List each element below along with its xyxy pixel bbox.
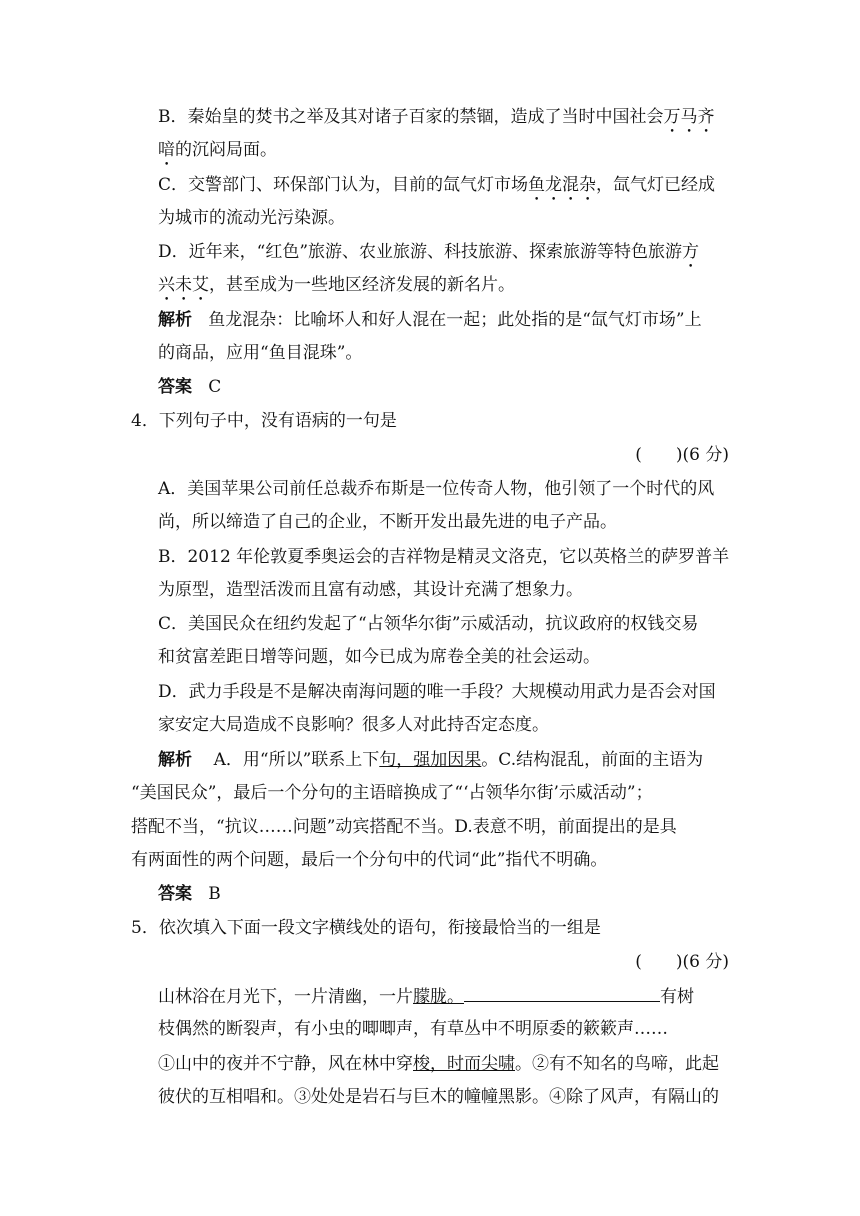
question-5-passage-line-2 — [158, 1018, 668, 1040]
text: D．近年来，“红色”旅游、农业旅游、科技旅游、探索旅游等特色旅游 — [158, 242, 683, 262]
underlined-text: 梭，时而尖啸 — [413, 1054, 515, 1074]
question-4-option-d-2 — [158, 714, 549, 736]
question-4-option-a-1 — [158, 478, 714, 500]
text: 有两面性的两个问题，最后一个分句中的代词“此”指代不明确。 — [131, 850, 608, 870]
question-4-option-a-2 — [158, 511, 617, 533]
question-5-passage-line-1 — [158, 985, 694, 1008]
text: 有树 — [660, 987, 694, 1007]
question-4-option-b-2 — [158, 579, 583, 601]
option-c-line-1 — [158, 174, 715, 205]
explanation-label: 解析 — [158, 310, 192, 330]
text: ，氙气灯已经成 — [596, 175, 716, 195]
explanation-3-line-1 — [158, 309, 702, 331]
question-4-option-c-2 — [158, 646, 600, 668]
text: 的沉闷局面。 — [175, 140, 277, 160]
text: 为原型，造型活泼而且富有动感，其设计充满了想象力。 — [158, 580, 583, 600]
option-b-line-2 — [158, 139, 277, 170]
explanation-3-line-2 — [158, 342, 362, 364]
text: 彼伏的互相唱和。③处处是岩石与巨木的幢幢黑影。④除了风声，有隔山的 — [158, 1087, 719, 1107]
text: 的商品，应用“鱼目混珠”。 — [158, 343, 363, 363]
option-c-line-2 — [158, 207, 345, 229]
option-d-line-1 — [158, 241, 699, 272]
text: 尚，所以缔造了自己的企业，不断开发出最先进的电子产品。 — [158, 512, 617, 532]
answer-value: C — [208, 377, 222, 397]
text: C．交警部门、环保部门认为，目前的氙气灯市场 — [158, 175, 529, 195]
text: 搭配不当，“抗议……问题”动宾搭配不当。D.表意不明，前面提出的是具 — [131, 817, 677, 837]
text: D．武力手段是不是解决南海问题的唯一手段？大规模动用武力是否会对国 — [158, 682, 716, 702]
question-4-option-d-1 — [158, 681, 716, 703]
text: 。C.结构混乱，前面的主语为 — [481, 750, 704, 770]
text: 5．依次填入下面一段文字横线处的语句，衔接最恰当的一组是 — [131, 918, 601, 938]
underlined-text: 朦胧。 — [413, 987, 464, 1007]
text: B．秦始皇的焚书之举及其对诸子百家的禁锢，造成了当时中国社会 — [158, 107, 664, 127]
question-5-score — [635, 951, 729, 973]
dotted-text: 万马齐 — [663, 107, 715, 127]
text: A．用“所以”联系上下 — [213, 750, 380, 770]
option-d-line-2 — [158, 274, 515, 305]
explanation-label: 解析 — [158, 750, 192, 770]
question-4-score — [635, 444, 729, 466]
fill-in-blank — [464, 985, 660, 1002]
explanation-4-line-3 — [131, 816, 677, 838]
text: A．美国苹果公司前任总裁乔布斯是一位传奇人物，他引领了一个时代的风 — [158, 479, 715, 499]
explanation-4-line-4 — [131, 849, 607, 871]
answer-label: 答案 — [158, 884, 192, 904]
text: 4．下列句子中，没有语病的一句是 — [131, 411, 397, 431]
explanation-4-line-2 — [131, 782, 653, 804]
dotted-text: 兴未艾 — [158, 275, 209, 295]
underlined-text: 句，强加因果 — [379, 750, 482, 770]
text: 。②有不知名的鸟啼，此起 — [515, 1054, 719, 1074]
answer-3 — [158, 376, 221, 398]
question-5-options-line-2 — [158, 1086, 719, 1108]
text: C．美国民众在纽约发起了“占领华尔街”示威活动，抗议政府的权钱交易 — [158, 614, 699, 634]
text: ①山中的夜并不宁静，风在林中穿 — [158, 1054, 413, 1074]
text: 家安定大局造成不良影响？很多人对此持否定态度。 — [158, 715, 549, 735]
score-text: ( )(6 分) — [635, 952, 729, 972]
answer-value: B — [208, 884, 221, 904]
text: 枝偶然的断裂声，有小虫的唧唧声，有草丛中不明原委的簌簌声…… — [158, 1019, 668, 1039]
question-4-option-b-1 — [158, 546, 729, 568]
text: 山林浴在月光下，一片清幽，一片 — [158, 987, 413, 1007]
answer-label: 答案 — [158, 377, 192, 397]
answer-4 — [158, 883, 221, 905]
text: “美国民众”，最后一个分句的主语暗换成了“‘占领华尔街’示威活动”； — [131, 783, 653, 803]
explanation-4-line-1 — [158, 749, 703, 771]
question-5-options-line-1 — [158, 1053, 719, 1075]
score-text: ( )(6 分) — [635, 445, 729, 465]
option-b-line-1 — [158, 106, 715, 137]
text: B．2012 年伦敦夏季奥运会的吉祥物是精灵文洛克，它以英格兰的萨罗普羊 — [158, 547, 730, 567]
text: ，甚至成为一些地区经济发展的新名片。 — [209, 275, 515, 295]
question-4-option-c-1 — [158, 613, 698, 635]
dotted-text: 鱼龙混杂 — [528, 175, 597, 195]
text: 为城市的流动光污染源。 — [158, 208, 345, 228]
dotted-text: 方 — [682, 242, 700, 262]
text: 鱼龙混杂：比喻坏人和好人混在一起；此处指的是“氙气灯市场”上 — [208, 310, 702, 330]
text: 和贫富差距日增等问题，如今已成为席卷全美的社会运动。 — [158, 647, 600, 667]
question-4-stem — [131, 410, 397, 432]
question-5-stem — [131, 917, 601, 939]
dotted-text: 喑 — [158, 140, 175, 160]
